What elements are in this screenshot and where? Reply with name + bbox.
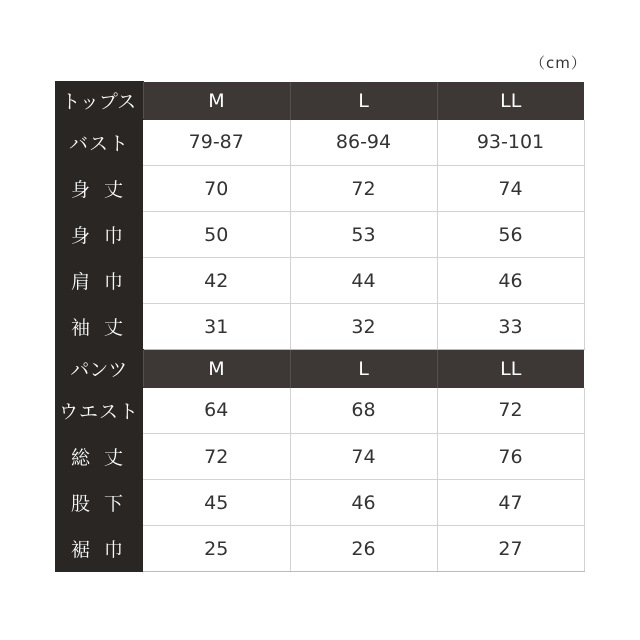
- cell-value: 86-94: [290, 120, 437, 166]
- cell-value: 53: [290, 212, 437, 258]
- cell-value: 50: [143, 212, 290, 258]
- size-ll-header: LL: [437, 82, 584, 120]
- cell-value: 25: [143, 526, 290, 572]
- row-label: バスト: [55, 120, 143, 166]
- cell-value: 56: [437, 212, 584, 258]
- row-label: 身丈: [55, 166, 143, 212]
- pants-header-row: [55, 350, 584, 388]
- cell-value: 32: [290, 304, 437, 350]
- row-label: 股下: [55, 480, 143, 526]
- table-row: [55, 166, 584, 212]
- cell-value: 72: [143, 434, 290, 480]
- row-label: 肩巾: [55, 258, 143, 304]
- unit-label: （cm）: [530, 54, 587, 72]
- table-row: [55, 480, 584, 526]
- row-label: 袖丈: [55, 304, 143, 350]
- cell-value: 68: [290, 388, 437, 434]
- tops-header-row: [55, 82, 584, 120]
- table-row: [55, 388, 584, 434]
- row-label: 身巾: [55, 212, 143, 258]
- cell-value: 42: [143, 258, 290, 304]
- table-row: [55, 258, 584, 304]
- cell-value: 72: [290, 166, 437, 212]
- size-m-header: M: [143, 350, 290, 388]
- cell-value: 45: [143, 480, 290, 526]
- cell-value: 70: [143, 166, 290, 212]
- cell-value: 76: [437, 434, 584, 480]
- cell-value: 64: [143, 388, 290, 434]
- table-row: [55, 304, 584, 350]
- cell-value: 27: [437, 526, 584, 572]
- row-label: 裾巾: [55, 526, 143, 572]
- tops-section-label: トップス: [55, 82, 143, 120]
- pants-section-label: パンツ: [55, 350, 143, 388]
- cell-value: 46: [437, 258, 584, 304]
- cell-value: 74: [437, 166, 584, 212]
- row-label: ウエスト: [55, 388, 143, 434]
- cell-value: 74: [290, 434, 437, 480]
- cell-value: 26: [290, 526, 437, 572]
- cell-value: 72: [437, 388, 584, 434]
- size-chart-table: [55, 81, 585, 572]
- cell-value: 46: [290, 480, 437, 526]
- table-row: [55, 526, 584, 572]
- cell-value: 93-101: [437, 120, 584, 166]
- cell-value: 44: [290, 258, 437, 304]
- row-label: 総丈: [55, 434, 143, 480]
- table-row: [55, 212, 584, 258]
- table-row: [55, 120, 584, 166]
- cell-value: 79-87: [143, 120, 290, 166]
- size-l-header: L: [290, 350, 437, 388]
- cell-value: 33: [437, 304, 584, 350]
- table-row: [55, 434, 584, 480]
- size-l-header: L: [290, 82, 437, 120]
- size-m-header: M: [143, 82, 290, 120]
- cell-value: 31: [143, 304, 290, 350]
- size-ll-header: LL: [437, 350, 584, 388]
- cell-value: 47: [437, 480, 584, 526]
